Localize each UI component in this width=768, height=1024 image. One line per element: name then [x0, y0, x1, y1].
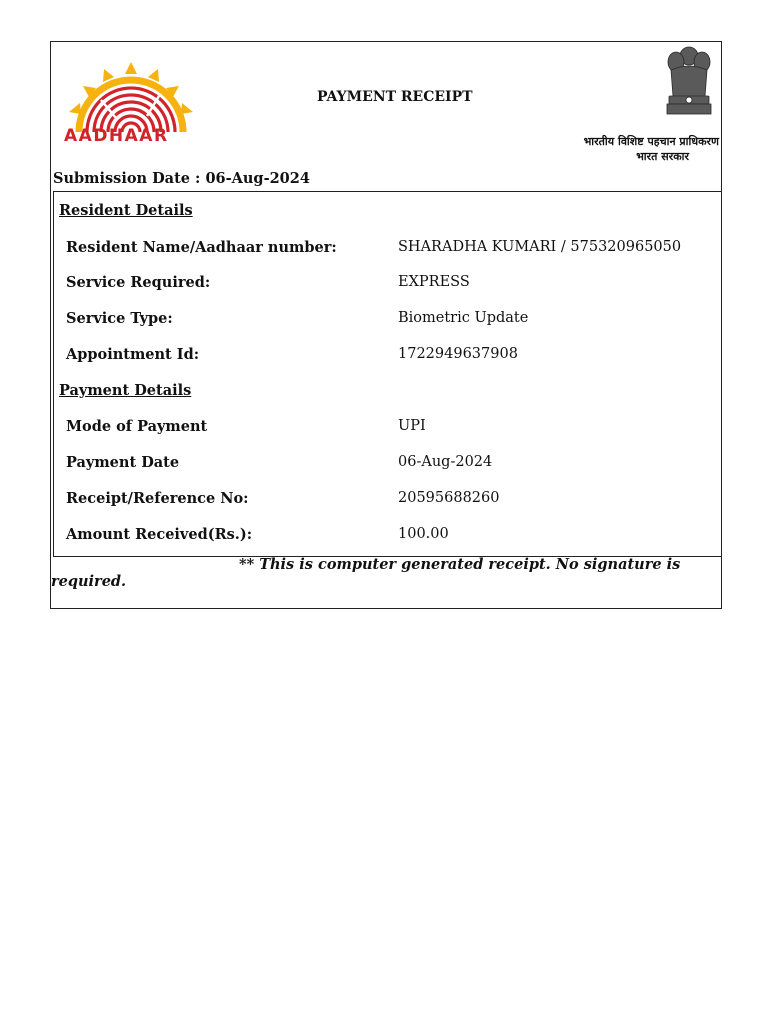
row-label: Payment Date — [66, 454, 180, 471]
row-value: SHARADHA KUMARI / 575320965050 — [398, 239, 682, 255]
table-row — [54, 454, 721, 474]
issuing-authority — [584, 134, 719, 164]
table-row — [54, 346, 721, 366]
details-table — [53, 191, 722, 557]
row-label: Resident Name/Aadhaar number: — [66, 239, 337, 256]
row-value: 100.00 — [398, 526, 449, 542]
submission-date: Submission Date : 06-Aug-2024 — [53, 170, 310, 187]
payment-receipt — [50, 41, 722, 609]
row-value: UPI — [398, 418, 426, 434]
row-label: Amount Received(Rs.): — [66, 526, 253, 543]
state-emblem-icon — [659, 44, 719, 130]
table-row — [54, 274, 721, 294]
authority-name: भारतीय विशिष्ट पहचान प्राधिकरण — [583, 135, 719, 148]
row-value: 06-Aug-2024 — [398, 454, 493, 470]
row-label: Appointment Id: — [66, 346, 200, 363]
table-row — [54, 239, 721, 259]
computer-generated-note: ** This is computer generated receipt. No signature is required. — [51, 556, 681, 590]
row-value: EXPRESS — [398, 274, 470, 290]
row-label: Service Type: — [66, 310, 173, 327]
row-label: Service Required: — [66, 274, 211, 291]
row-value: 1722949637908 — [398, 346, 518, 362]
table-row — [54, 526, 721, 546]
government-name: भारत सरकार — [636, 150, 689, 163]
table-row — [54, 310, 721, 330]
resident-details-heading: Resident Details — [59, 202, 193, 219]
payment-details-heading: Payment Details — [59, 382, 192, 399]
row-label: Mode of Payment — [66, 418, 208, 435]
page-title: PAYMENT RECEIPT — [317, 89, 473, 105]
row-value: 20595688260 — [398, 490, 500, 506]
table-row — [54, 490, 721, 510]
row-value: Biometric Update — [398, 310, 529, 326]
row-label: Receipt/Reference No: — [66, 490, 249, 507]
table-row — [54, 418, 721, 438]
aadhaar-wordmark: AADHAAR — [64, 126, 169, 146]
